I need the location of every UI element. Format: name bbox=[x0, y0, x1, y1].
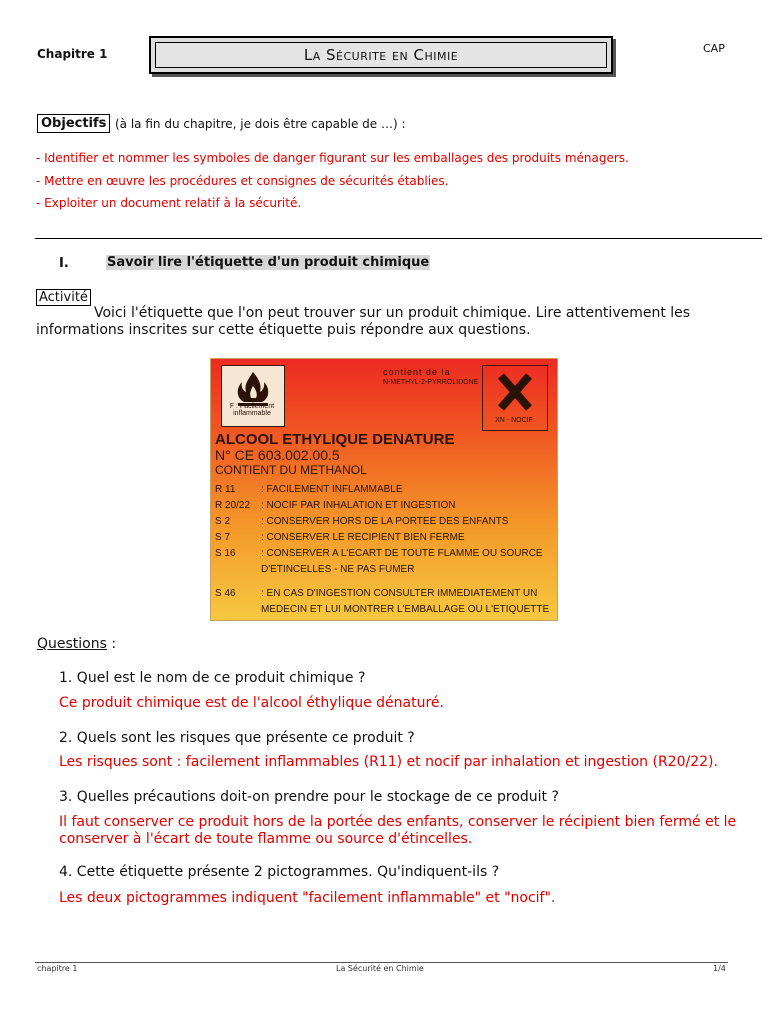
chapter-title-box bbox=[149, 36, 613, 74]
answer-4: Les deux pictogrammes indiquent "facilement inflammable" et "nocif". bbox=[59, 890, 556, 906]
chapter-title: La Sécurite en Chimie bbox=[155, 42, 607, 68]
phrase-row: S 16 : CONSERVER A L'ECART DE TOUTE FLAMME OU SOURCE bbox=[215, 548, 543, 559]
objective-item: - Mettre en œuvre les procédures et consignes de sécurités établies. bbox=[36, 174, 449, 188]
phrase-row: S 7 : CONSERVER LE RECIPIENT BIEN FERME bbox=[215, 532, 465, 543]
question-2: 2. Quels sont les risques que présente ce produit ? bbox=[59, 730, 415, 746]
footer-center: La Sécurité en Chimie bbox=[336, 964, 424, 973]
level-label: CAP bbox=[703, 42, 725, 55]
product-name: ALCOOL ETHYLIQUE DENATURE bbox=[215, 431, 455, 448]
objective-item: - Exploiter un document relatif à la sécurité. bbox=[36, 196, 302, 210]
contains-line1: contient de la bbox=[383, 367, 451, 377]
question-1: 1. Quel est le nom de ce produit chimique ? bbox=[59, 670, 366, 686]
activity-label: Activité bbox=[36, 289, 91, 306]
phrase-row: D'ETINCELLES - NE PAS FUMER bbox=[261, 564, 415, 575]
question-4: 4. Cette étiquette présente 2 pictogrammes. Qu'indiquent-ils ? bbox=[59, 864, 500, 880]
risk-safety-phrases bbox=[215, 482, 549, 618]
objectives-label: Objectifs bbox=[37, 114, 110, 133]
chemical-label-image bbox=[210, 358, 558, 621]
answer-1: Ce produit chimique est de l'alcool éthylique dénaturé. bbox=[59, 695, 444, 711]
phrase-row: R 11 : FACILEMENT INFLAMMABLE bbox=[215, 484, 403, 495]
section-number: I. bbox=[59, 256, 69, 271]
chapter-label: Chapitre 1 bbox=[37, 47, 108, 61]
objective-item: - Identifier et nommer les symboles de danger figurant sur les emballages des produits ménagers. bbox=[36, 151, 629, 165]
questions-heading: Questions : bbox=[37, 636, 117, 652]
activity-text: Voici l'étiquette que l'on peut trouver sur un produit chimique. Lire attentivement les informations inscrites sur cette étiquette puis répondre aux questions. bbox=[36, 305, 691, 338]
ce-number: N° CE 603.002.00.5 bbox=[215, 447, 340, 463]
section-divider bbox=[35, 238, 762, 239]
objectives-intro: (à la fin du chapitre, je dois être capable de …) : bbox=[115, 117, 406, 131]
footer-divider bbox=[35, 962, 728, 963]
contains-methanol: CONTIENT DU METHANOL bbox=[215, 463, 367, 477]
phrase-row: S 2 : CONSERVER HORS DE LA PORTEE DES ENFANTS bbox=[215, 516, 509, 527]
flame-caption: F : Facilement inflammable bbox=[229, 403, 275, 417]
contains-line2: N-METHYL-2-PYRROLIDONE bbox=[383, 379, 479, 386]
footer-left: chapitre 1 bbox=[37, 964, 78, 973]
phrase-row: MEDECIN ET LUI MONTRER L'EMBALLAGE OU L'ETIQUETTE bbox=[261, 604, 550, 615]
harmful-caption: XN - NOCIF bbox=[495, 417, 533, 424]
phrase-row: S 46 : EN CAS D'INGESTION CONSULTER IMMEDIATEMENT UN bbox=[215, 588, 538, 599]
footer-page: 1/4 bbox=[713, 964, 726, 973]
answer-3: Il faut conserver ce produit hors de la portée des enfants, conserver le récipient bien fermé et le conserver à l'écart de toute flamme ou source d'étincelles. bbox=[59, 814, 737, 847]
section-title: Savoir lire l'étiquette d'un produit chimique bbox=[107, 255, 430, 270]
answer-2: Les risques sont : facilement inflammables (R11) et nocif par inhalation et ingestion (R20/22). bbox=[59, 754, 718, 770]
flame-pictogram bbox=[221, 365, 285, 427]
phrase-row: R 20/22 : NOCIF PAR INHALATION ET INGESTION bbox=[215, 500, 456, 511]
cross-x-icon bbox=[483, 366, 547, 418]
question-3: 3. Quelles précautions doit-on prendre pour le stockage de ce produit ? bbox=[59, 789, 559, 805]
